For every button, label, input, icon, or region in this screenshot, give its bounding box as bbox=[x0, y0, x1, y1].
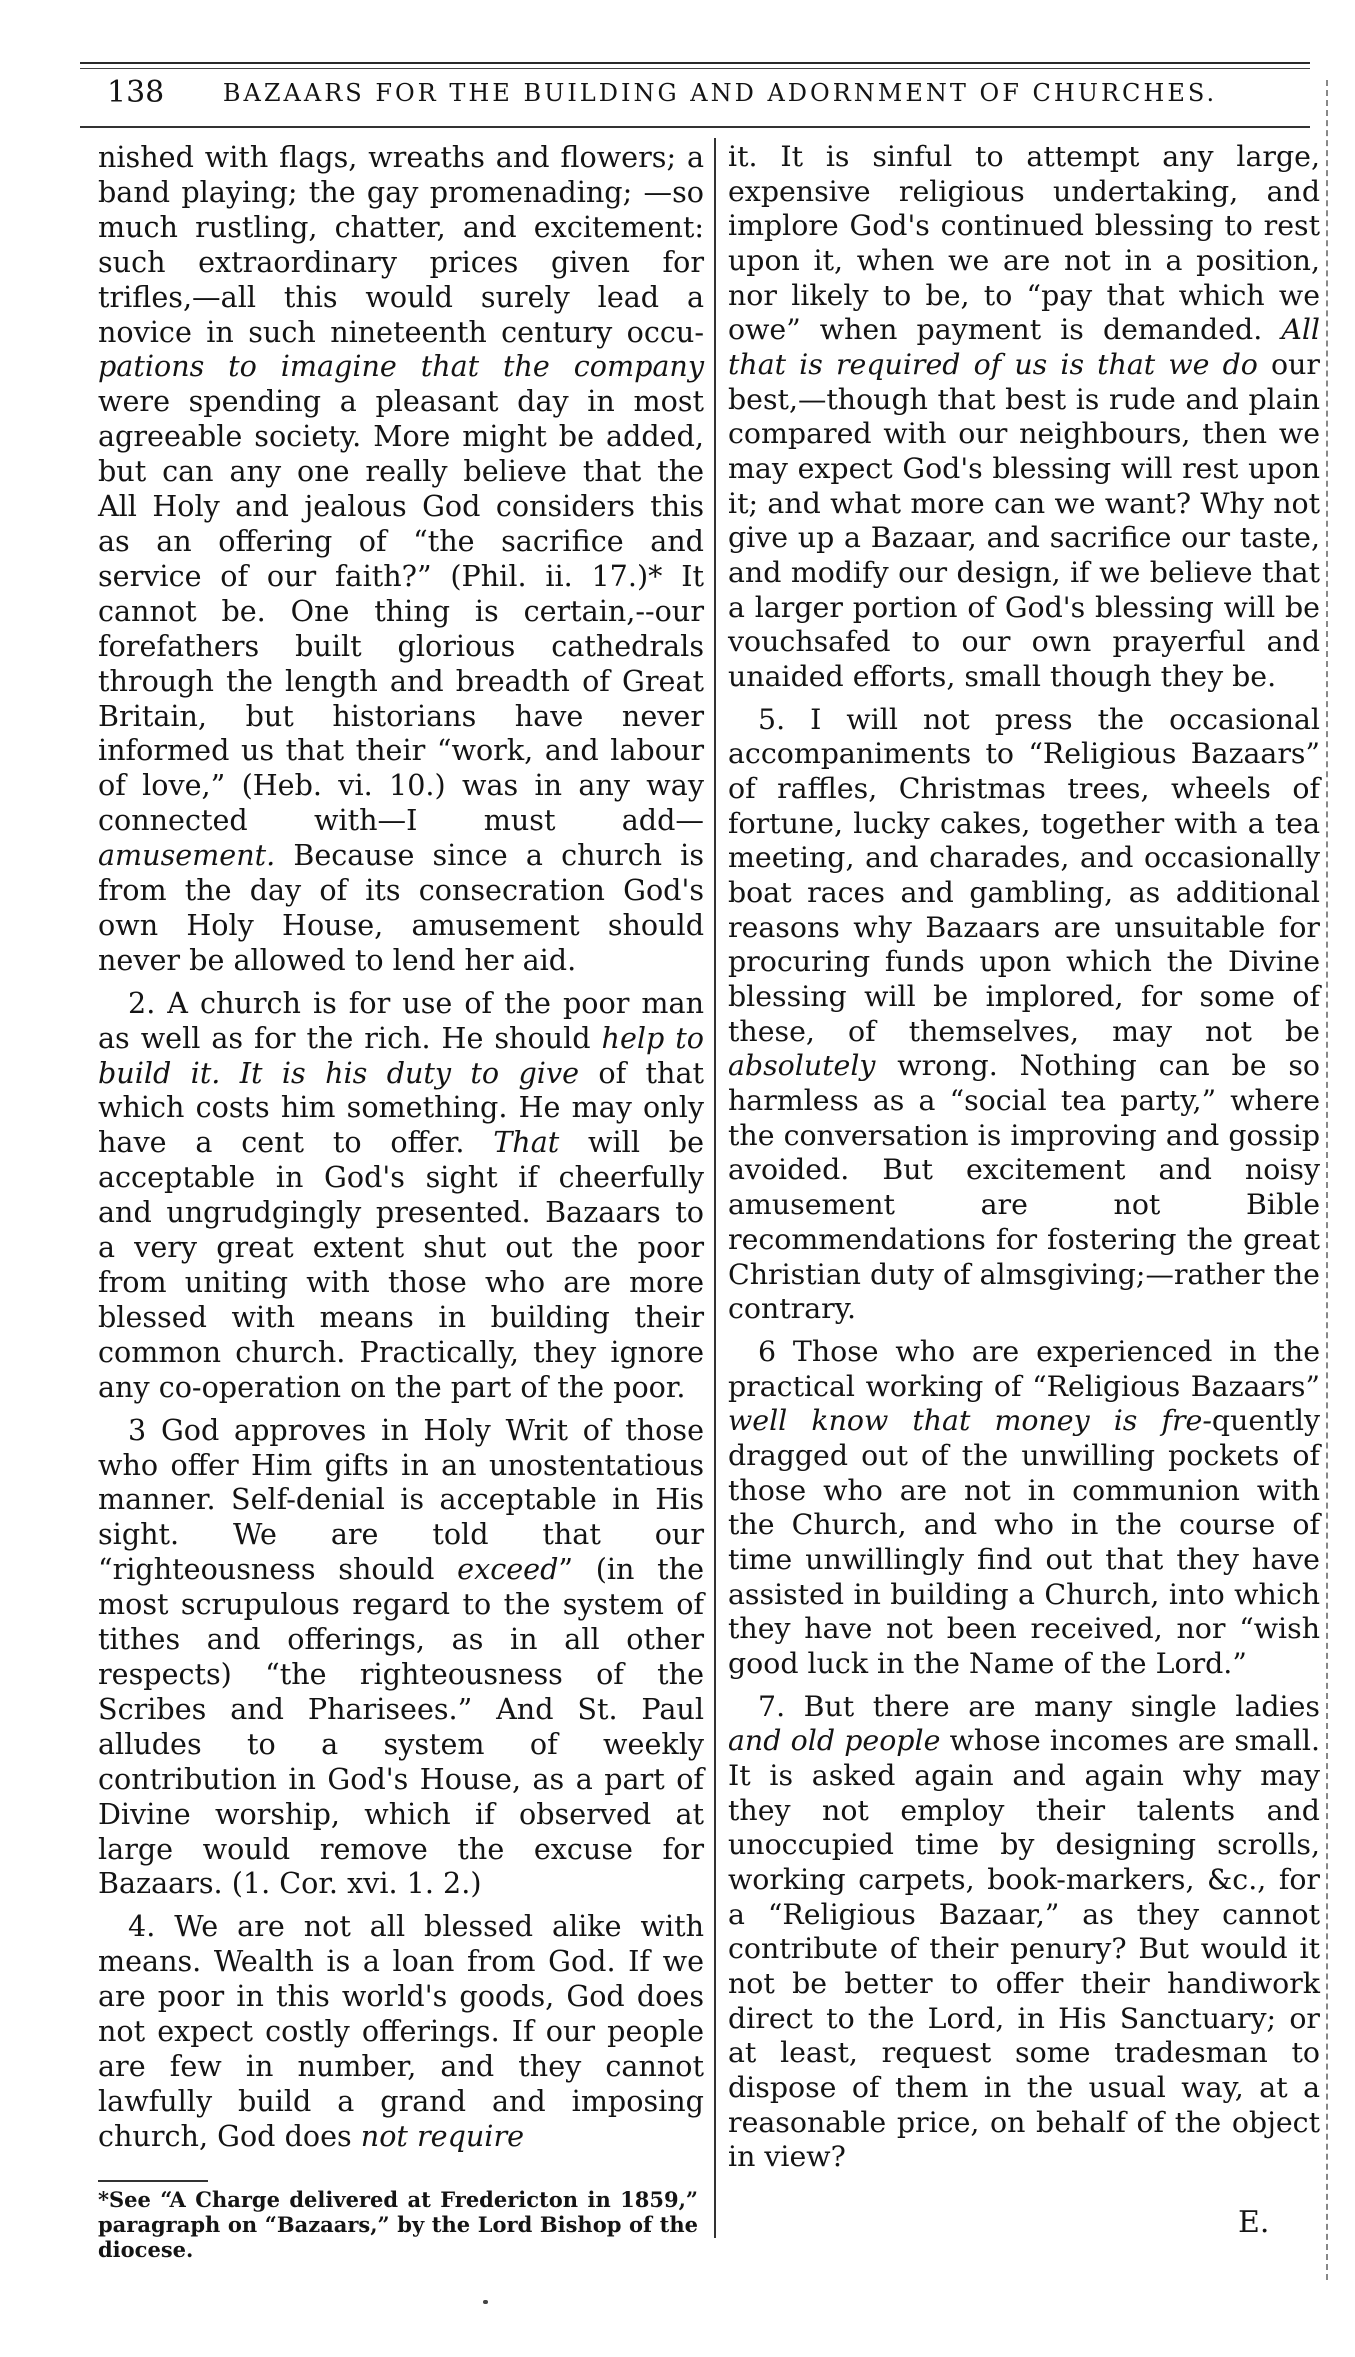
footnote: *See “A Charge delivered at Fredericton in 1859,” paragraph on “Bazaars,” by the Lord Bishop of the diocese. bbox=[98, 2187, 698, 2262]
paragraph-1-continued: nished with flags, wreaths and flowers; a band playing; the gay promenading; —so much rustling, chatter, and excitement: such extraordinary prices given for trifles,—all this would surely lead a novice in such nineteenth century occu-pations to imagine that the company were spending a pleasant day in most agreeable society. More might be added, but can any one really believe that the All Holy and jealous God considers this as an offering of “the sacrifice and service of our faith?” (Phil. ii. 17.)* It cannot be. One thing is certain,--our forefathers built glorious cathedrals through the length and breadth of Great Britain, but historians have never informed us that their “work, and labour of love,” (Heb. vi. 10.) was in any way connected with—I must add—amusement. Because since a church is from the day of its consecration God's own Holy House, amusement should never be allowed to lend her aid. bbox=[98, 140, 704, 977]
page-number: 138 bbox=[107, 75, 165, 110]
print-speck bbox=[483, 2300, 488, 2304]
paragraph-4: 4. We are not all blessed alike with means. Wealth is a loan from God. If we are poor in this world's goods, God does not expect costly offerings. If our people are few in number, and they cannot lawfully build a grand and imposing church, God does not require bbox=[98, 1909, 704, 2153]
running-title: BAZAARS FOR THE BUILDING AND ADORNMENT OF CHURCHES. bbox=[222, 79, 1218, 107]
paragraph-3: 3 God approves in Holy Writ of those who offer Him gifts in an unostentatious manner. Self-denial is acceptable in His sight. We are told that our “righteousness should exceed” (in the most scrupulous regard to the system of tithes and offerings, as in all other respects) “the righteousness of the Scribes and Pharisees.” And St. Paul alludes to a system of weekly contribution in God's House, as a part of Divine worship, which if observed at large would remove the excuse for Bazaars. (1. Cor. xvi. 1. 2.) bbox=[98, 1412, 704, 1901]
paragraph-5: 5. I will not press the occasional accompaniments to “Religious Bazaars” of raffles, Christmas trees, wheels of fortune, lucky cakes, together with a tea meeting, and charades, and occasionally boat races and gambling, as additional reasons why Bazaars are unsuitable for procuring funds upon which the Divine blessing will be implored, for some of these, of themselves, may not be absolutely wrong. Nothing can be so harmless as a “social tea party,” where the conversation is improving and gossip avoided. But excitement and noisy amusement are not Bible recommendations for fostering the great Christian duty of almsgiving;—rather the contrary. bbox=[728, 702, 1320, 1326]
top-border-rule bbox=[80, 62, 1310, 64]
paragraph-6: 6 Those who are experienced in the practical working of “Religious Bazaars” well know that money is fre-quently dragged out of the unwilling pockets of those who are not in communion with the Church, and who in the course of time unwillingly find out that they have assisted in building a Church, into which they have not been received, nor “wish good luck in the Name of the Lord.” bbox=[728, 1334, 1320, 1680]
column-divider bbox=[714, 138, 716, 2238]
footnote-rule bbox=[98, 2180, 208, 2182]
paragraph-2: 2. A church is for use of the poor man as well as for the rich. He should help to build it. It is his duty to give of that which costs him something. He may only have a cent to offer. That will be acceptable in God's sight if cheerfully and ungrudgingly presented. Bazaars to a very great extent shut out the poor from uniting with those who are more blessed with means in building their common church. Practically, they ignore any co-operation on the part of the poor. bbox=[98, 985, 704, 1404]
header-rule bbox=[80, 126, 1310, 128]
running-header bbox=[95, 75, 1305, 121]
author-signature: E. bbox=[1238, 2205, 1270, 2240]
left-column bbox=[98, 140, 704, 2162]
paragraph-7: 7. But there are many single ladies and old people whose incomes are small. It is asked again and again why may they not employ their talents and unoccupied time by designing scrolls, working carpets, book-markers, &c., for a “Religious Bazaar,” as they cannot contribute of their penury? But would it not be better to offer their handiwork direct to the Lord, in His Sanctuary; or at least, request some tradesman to dispose of them in the usual way, at a reasonable price, on behalf of the object in view? bbox=[728, 1689, 1321, 2174]
top-border-rule-inner bbox=[80, 68, 1310, 69]
right-column bbox=[728, 140, 1320, 2183]
right-margin-dashed-line bbox=[1326, 80, 1328, 2280]
paragraph-4-continued: it. It is sinful to attempt any large, expensive religious undertaking, and implore God's continued blessing to rest upon it, when we are not in a position, nor likely to be, to “pay that which we owe” when payment is demanded. All that is required of us is that we do our best,—though that best is rude and plain compared with our neighbours, then we may expect God's blessing will rest upon it; and what more can we want? Why not give up a Bazaar, and sacrifice our taste, and modify our design, if we believe that a larger portion of God's blessing will be vouchsafed to our own prayerful and unaided efforts, small though they be. bbox=[728, 140, 1320, 694]
